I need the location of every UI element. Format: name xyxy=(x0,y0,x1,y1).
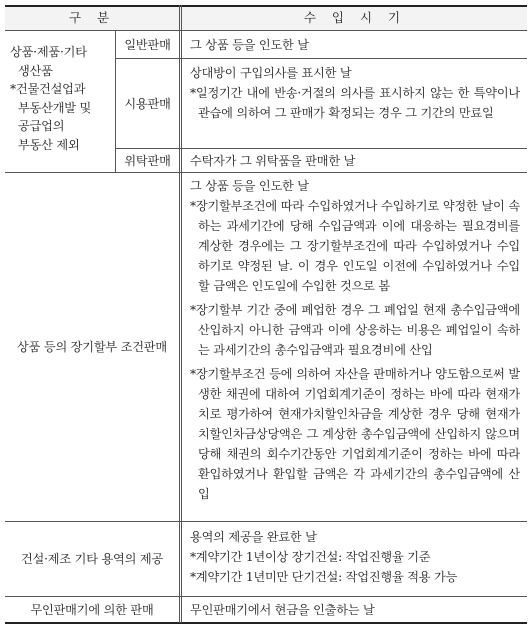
goods-group-line: 생산품 xyxy=(18,63,53,78)
timing-line: 용역의 제공을 완료한 날 xyxy=(190,530,317,544)
income-timing-table xyxy=(5,5,527,623)
trial-sale-timing xyxy=(190,63,520,123)
goods-group-label xyxy=(8,43,116,154)
installment-sale-timing xyxy=(190,176,520,504)
service-provision-timing xyxy=(190,527,520,587)
timing-line: 상대방이 구입의사를 표시한 날 xyxy=(190,66,352,80)
header-timing: 수 입 시 기 xyxy=(303,10,407,25)
timing-note: *장기할부조건에 따라 수입하였거나 수입하기로 약정한 날이 속하는 과세기간에 당해 수입금액과 이에 대응하는 필요경비를 계상한 경우에는 그 장기할부조건에 따라 수입하였거나 수입하기로 약정된 날. 이 경우 인도일 이전에 수입하였거나 수입할 금액은 인도일에 수입한 것으로 봄 xyxy=(190,199,520,293)
goods-group-line: 부동산 제외 xyxy=(18,137,80,152)
consignment-sale-timing xyxy=(190,151,520,171)
timing-line: 그 상품 등을 인도한 날 xyxy=(190,179,309,193)
timing-line: 무인판매기에서 현금을 인출하는 날 xyxy=(190,603,375,617)
goods-group-line: *건물건설업과 xyxy=(10,82,86,96)
general-sale-label: 일반판매 xyxy=(124,37,171,52)
goods-group-line: 부동산개발 및 xyxy=(18,100,92,115)
timing-line: 수탁자가 그 위탁품을 판매한 날 xyxy=(190,154,356,168)
service-provision-label: 건설·제조 기타 용역의 제공 xyxy=(20,552,163,566)
timing-note: *장기할부조건 등에 의하여 자산을 판매하거나 양도함으로써 발생한 채권에 대하여 기업회계기준이 정하는 바에 따라 현재가치로 평가하여 현재가치할인차금을 계상한 경우 당해 현재가치할인차금상당액은 그 계상한 총수입금액에 산입하지 않으며 당해 채권의 회수기간동안 기업회계기준이 정하는 바에 따라 환입하였거나 환입할 금액은 각 과세기간의 총수입금액에 산입 xyxy=(190,367,520,501)
vending-machine-timing xyxy=(190,600,520,620)
installment-sale-label: 상품 등의 장기할부 조건판매 xyxy=(17,340,167,354)
timing-note: *장기할부 기간 중에 폐업한 경우 그 폐업일 현재 총수입금액에 산입하지 아니한 금액과 이에 상응하는 비용은 폐업일이 속하는 과세기간의 총수입금액과 필요경비에 산입 xyxy=(190,303,520,357)
timing-line: 그 상품 등을 인도한 날 xyxy=(190,38,309,52)
table-bottom-rule xyxy=(5,622,527,624)
header-bottom-rule xyxy=(5,30,527,31)
goods-group-line: 상품·제품·기타 xyxy=(10,45,87,59)
timing-note: *계약기간 1년이상 장기건설: 작업진행율 기준 xyxy=(190,550,431,564)
column-divider xyxy=(179,5,182,623)
general-sale-timing xyxy=(190,35,520,55)
goods-group-line: 공급업의 xyxy=(18,119,65,133)
trial-sale-label: 시용판매 xyxy=(124,96,171,111)
header-category: 구 분 xyxy=(68,10,116,25)
timing-note: *일정기간 내에 반송·거절의 의사를 표시하지 않는 한 특약이나 관습에 의하여 그 판매가 확정되는 경우 그 기간의 만료일 xyxy=(190,86,520,120)
consignment-sale-label: 위탁판매 xyxy=(124,153,171,168)
vending-machine-label: 무인판매기에 의한 판매 xyxy=(30,602,154,617)
timing-note: *계약기간 1년미만 단기건설: 작업진행율 적용 가능 xyxy=(190,570,458,584)
